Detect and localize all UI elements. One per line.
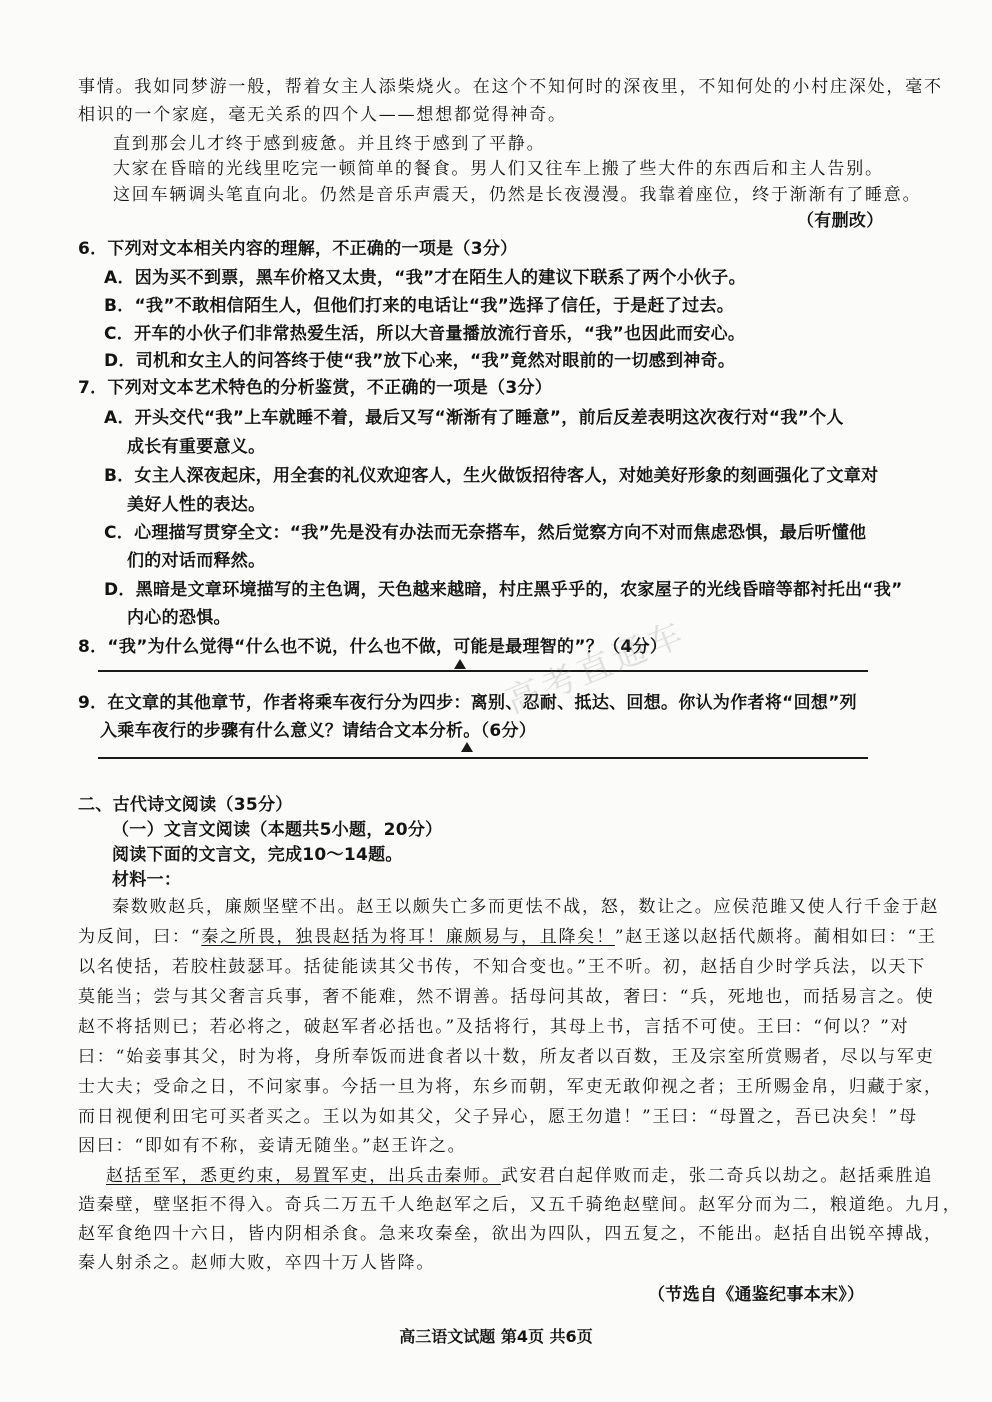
passage-line: 大家在昏暗的光线里吃完一顿简单的餐食。男人们又往车上搬了些大件的东西后和主人告别。 <box>113 159 884 179</box>
question-9-cont: 入乘车夜行的步骤有什么意义？请结合文本分析。（6分） <box>100 721 537 741</box>
answer-line <box>98 757 868 759</box>
option-7d-cont: 内心的恐惧。 <box>127 608 231 628</box>
option-7d: D．黑暗是文章环境描写的主色调，天色越来越暗，村庄黑乎乎的，农家屋子的光线昏暗等都衬托出“我” <box>104 580 903 600</box>
watermark: 高考直通车 <box>500 613 692 722</box>
option-7b-cont: 美好人性的表达。 <box>127 495 266 515</box>
classical-line: 以名使括，若胶柱鼓瑟耳。括徒能读其父书传，不知合变也。”王不听。初，赵括自少时学兵法，以天下 <box>78 957 926 977</box>
section-heading: 二、古代诗文阅读（35分） <box>78 795 293 815</box>
question-9: 9．在文章的其他章节，作者将乘车夜行分为四步：离别、忍耐、抵达、回想。你认为作者将“回想”列 <box>78 693 857 713</box>
option-6c: C．开车的小伙子们非常热爱生活，所以大音量播放流行音乐，“我”也因此而安心。 <box>104 324 746 344</box>
option-6d: D．司机和女主人的问答终于使“我”放下心来，“我”竟然对眼前的一切感到神奇。 <box>104 351 736 371</box>
underlined-sentence: 秦之所畏，独畏赵括为将耳！廉颇易与，且降矣！ <box>201 927 615 947</box>
passage-line: 相识的一个家庭，毫无关系的四个人——想想都觉得神奇。 <box>78 105 567 125</box>
question-7: 7．下列对文本艺术特色的分析鉴赏，不正确的一项是（3分） <box>78 378 553 398</box>
answer-marker-icon <box>454 659 466 669</box>
option-7a-cont: 成长有重要意义。 <box>127 437 266 457</box>
classical-line: 为反间，曰：“秦之所畏，独畏赵括为将耳！廉颇易与，且降矣！”赵王遂以赵括代颇将。蔺相如曰：“王 <box>78 927 937 947</box>
option-6b: B．“我”不敢相信陌生人，但他们打来的电话让“我”选择了信任，于是赶了过去。 <box>104 296 735 316</box>
question-6: 6．下列对文本相关内容的理解，不正确的一项是（3分） <box>78 239 518 259</box>
classical-line: 因曰：“即如有不称，妾请无随坐。”赵王许之。 <box>78 1136 467 1156</box>
option-7b: B．女主人深夜起床，用全套的礼仪欢迎客人，生火做饭招待客人，对她美好形象的刻画强化了文章对 <box>104 466 879 486</box>
answer-line <box>98 670 868 672</box>
classical-line: 士大夫；受命之日，不问家事。今括一旦为将，东乡而朝，军吏无敢仰视之者；王所赐金帛，归藏于家， <box>78 1077 943 1097</box>
classical-line: 莫能当；尝与其父奢言兵事，奢不能难，然不谓善。括母问其故，奢曰：“兵，死地也，而括易言之。使 <box>78 987 935 1007</box>
source-note: （节选自《通鉴纪事本末》） <box>648 1285 865 1305</box>
page-footer: 高三语文试题 第4页 共6页 <box>399 1327 593 1346</box>
classical-line: 赵不将括则已；若必将之，破赵军者必括也。”及括将行，其母上书，言括不可使。王曰：“何以？”对 <box>78 1017 910 1037</box>
classical-line: 而日视便利田宅可买者买之。王以为如其父，父子异心，愿王勿遣！”王曰：“母置之，吾已决矣！”母 <box>78 1107 918 1127</box>
classical-line: 秦数败赵兵，廉颇坚壁不出。赵王以颇失亡多而更怯不战，怒，数让之。应侯范雎又使人行千金于赵 <box>112 897 940 917</box>
question-8: 8．“我”为什么觉得“什么也不说，什么也不做，可能是最理智的”？（4分） <box>78 637 668 657</box>
passage-line: 事情。我如同梦游一般，帮着女主人添柴烧火。在这个不知何时的深夜里，不知何处的小村庄深处，毫不 <box>78 77 943 97</box>
underlined-sentence: 赵括至军，悉更约束，易置军吏，出兵击秦师。 <box>106 1166 501 1186</box>
abridged-note: （有删改） <box>797 211 884 231</box>
classical-line: 曰：“始妾事其父，时为将，身所奉饭而进食者以十数，所友者以百数，王及宗室所赏赐者，尽以与军吏 <box>78 1047 935 1067</box>
option-7c-cont: 们的对话而释然。 <box>127 551 266 571</box>
option-6a: A．因为买不到票，黑车价格又太贵，“我”才在陌生人的建议下联系了两个小伙子。 <box>104 268 746 288</box>
instruction: 阅读下面的文言文，完成10～14题。 <box>112 845 403 865</box>
passage-line: 这回车辆调头笔直向北。仍然是音乐声震天，仍然是长夜漫漫。我靠着座位，终于渐渐有了睡意。 <box>113 185 922 205</box>
answer-marker-icon <box>461 742 473 752</box>
passage-line: 直到那会儿才终于感到疲惫。并且终于感到了平静。 <box>113 134 546 154</box>
material-label: 材料一： <box>112 870 182 890</box>
classical-line: 造秦壁，壁坚拒不得入。奇兵二万五千人绝赵军之后，又五千骑绝赵壁间。赵军分而为二，粮道绝。九月， <box>78 1195 962 1215</box>
classical-line: 赵括至军，悉更约束，易置军吏，出兵击秦师。武安君白起佯败而走，张二奇兵以劫之。赵括乘胜追 <box>106 1166 934 1186</box>
option-7a: A．开头交代“我”上车就睡不着，最后又写“渐渐有了睡意”，前后反差表明这次夜行对“我”个人 <box>104 408 844 428</box>
classical-line: 赵军食绝四十六日，皆内阴相杀食。急来攻秦垒，欲出为四队，四五复之，不能出。赵括自出锐卒搏战， <box>78 1224 943 1244</box>
classical-line: 秦人射杀之。赵师大败，卒四十万人皆降。 <box>78 1253 436 1273</box>
option-7c: C．心理描写贯穿全文：“我”先是没有办法而无奈搭车，然后觉察方向不对而焦虑恐惧，最后听懂他 <box>104 523 867 543</box>
subsection-heading: （一）文言文阅读（本题共5小题，20分） <box>112 820 443 840</box>
